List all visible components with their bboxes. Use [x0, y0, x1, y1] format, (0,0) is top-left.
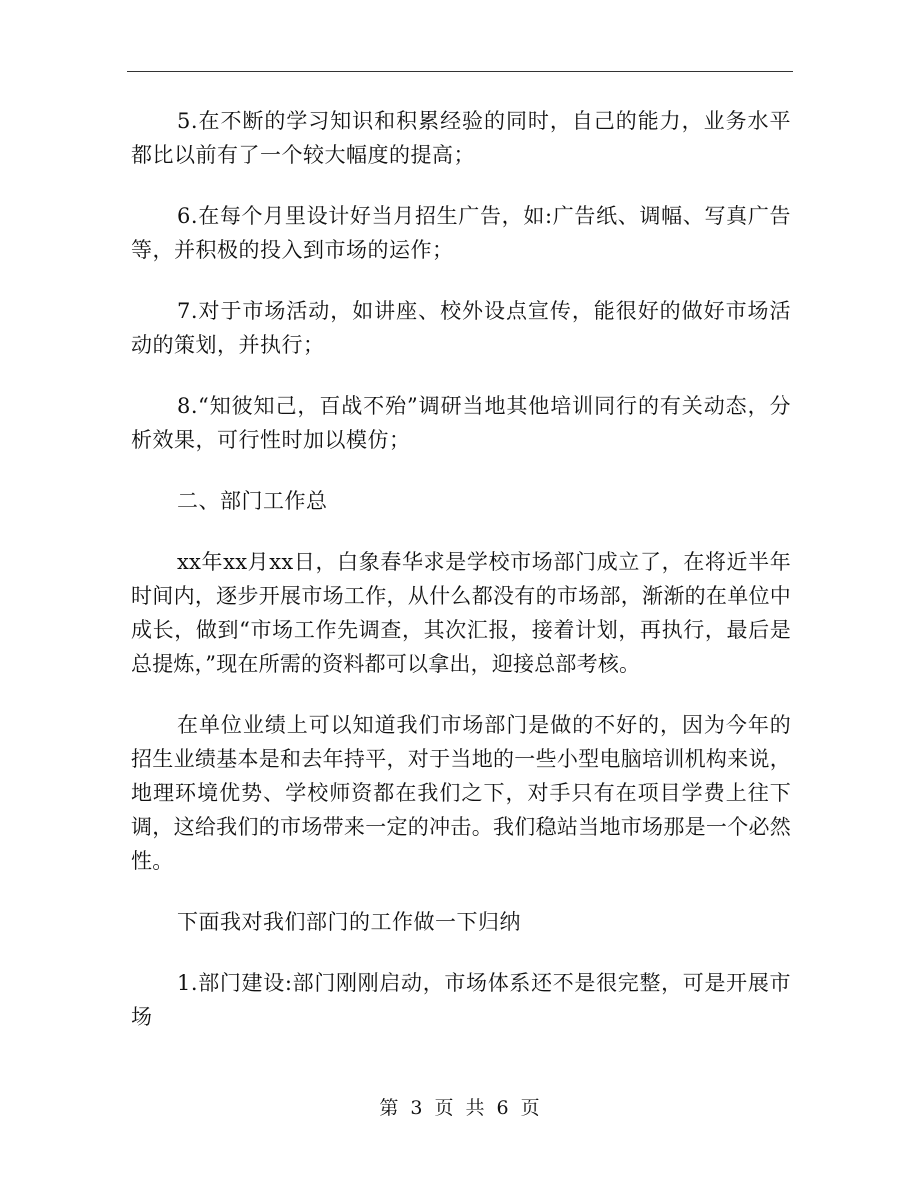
paragraph-department-building: 1.部门建设:部门刚刚启动，市场体系还不是很完整，可是开展市场: [131, 971, 791, 1029]
paragraph-performance: 在单位业绩上可以知道我们市场部门是做的不好的，因为今年的招生业绩基本是和去年持平，对于当地的一些小型电脑培训机构来说，地理环境优势、学校师资都在我们之下，对手只有在项目学费上往下调，这给我们的市场带来一定的冲击。我们稳站当地市场那是一个必然性。: [131, 713, 791, 873]
paragraph-item-7: 7.对于市场活动，如讲座、校外设点宣传，能很好的做好市场活动的策划，并执行；: [131, 299, 791, 357]
document-body: [131, 104, 791, 1061]
paragraph-item-5: 5.在不断的学习知识和积累经验的同时，自己的能力，业务水平都比以前有了一个较大幅度的提高；: [131, 109, 791, 167]
header-rule: [127, 71, 793, 72]
paragraph-department-summary: xx年xx月xx日，白象春华求是学校市场部门成立了，在将近半年时间内，逐步开展市场工作，从什么都没有的市场部，渐渐的在单位中成长，做到“市场工作先调查，其次汇报，接着计划，再执行，最后是总提炼，”现在所需的资料都可以拿出，迎接总部考核。: [131, 550, 791, 676]
paragraph-summary-intro: 下面我对我们部门的工作做一下归纳: [177, 910, 521, 934]
paragraph-item-8: 8.“知彼知己，百战不殆”调研当地其他培训同行的有关动态，分析效果，可行性时加以模仿；: [131, 394, 791, 452]
paragraph-item-6: 6.在每个月里设计好当月招生广告，如:广告纸、调幅、写真广告等，并积极的投入到市场的运作；: [131, 204, 791, 262]
section-heading: 二、部门工作总: [177, 489, 328, 513]
page-number-footer: 第 3 页 共 6 页: [379, 1097, 541, 1119]
